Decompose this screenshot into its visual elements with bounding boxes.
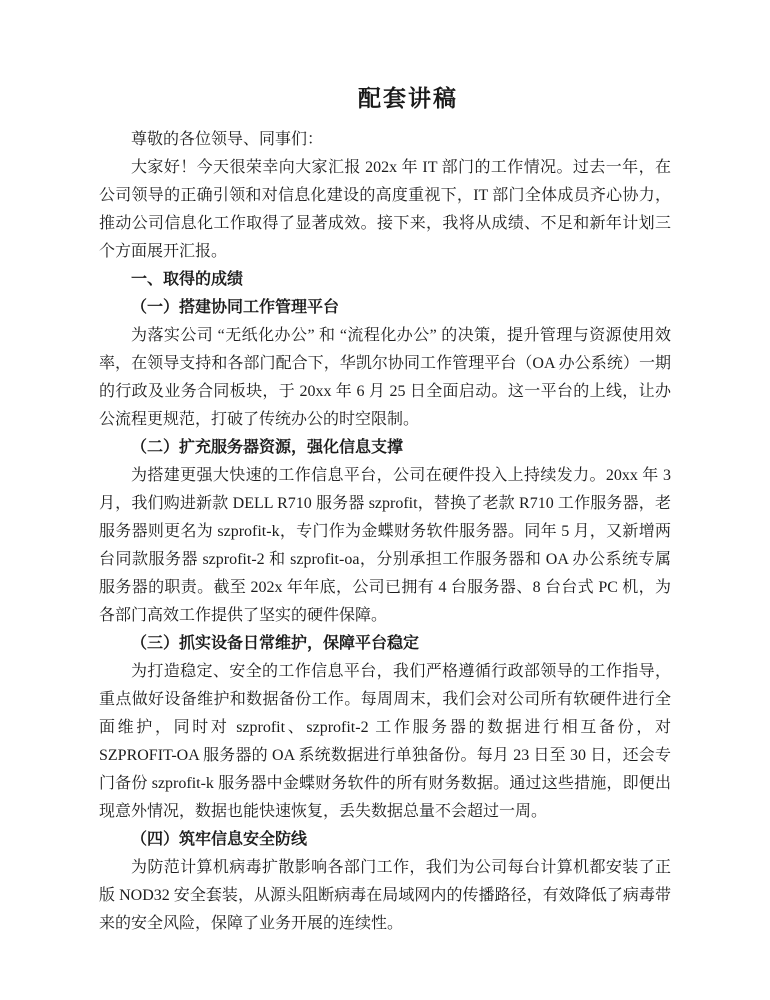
section-heading: （二）扩充服务器资源，强化信息支撑 xyxy=(131,439,404,456)
section-heading: （三）抓实设备日常维护，保障平台稳定 xyxy=(131,635,420,652)
body-paragraph: 大家好！今天很荣幸向大家汇报 202x 年 IT 部门的工作情况。过去一年，在公司领导的正确引领和对信息化建设的高度重视下，IT 部门全体成员齐心协力，推动公司信息化工作取得了显著成效。接下来，我将从成绩、不足和新年计划三个方面展开汇报。 xyxy=(99,159,671,260)
section-heading: （一）搭建协同工作管理平台 xyxy=(131,299,340,316)
document-body xyxy=(99,126,671,938)
body-paragraph: 为落实公司 “无纸化办公” 和 “流程化办公” 的决策，提升管理与资源使用效率，在领导支持和各部门配合下，华凯尔协同工作管理平台（OA 办公系统）一期的行政及业务合同板块，于 20xx 年 6 月 25 日全面启动。这一平台的上线，让办公流程更规范，打破了传统办公的时空限制。 xyxy=(99,327,671,428)
document-content xyxy=(99,84,671,938)
body-paragraph: 尊敬的各位领导、同事们： xyxy=(131,131,324,148)
document-title: 配套讲稿 xyxy=(358,86,458,111)
body-paragraph: 为打造稳定、安全的工作信息平台，我们严格遵循行政部领导的工作指导，重点做好设备维护和数据备份工作。每周周末，我们会对公司所有软硬件进行全面维护，同时对 szprofit、szprofit-2 工作服务器的数据进行相互备份，对 SZPROFIT-OA 服务器的 OA 系统数据进行单独备份。每月 23 日至 30 日，还会专门备份 szprofit-k 服务器中金蝶财务软件的所有财务数据。通过这些措施，即便出现意外情况，数据也能快速恢复，丢失数据总量不会超过一周。 xyxy=(99,663,671,820)
body-paragraph: 为防范计算机病毒扩散影响各部门工作，我们为公司每台计算机都安装了正版 NOD32 安全套装，从源头阻断病毒在局域网内的传播路径，有效降低了病毒带来的安全风险，保障了业务开展的连续性。 xyxy=(99,859,671,932)
body-paragraph: 为搭建更强大快速的工作信息平台，公司在硬件投入上持续发力。20xx 年 3 月，我们购进新款 DELL R710 服务器 szprofit，替换了老款 R710 工作服务器，老服务器则更名为 szprofit-k，专门作为金蝶财务软件服务器。同年 5 月，又新增两台同款服务器 szprofit-2 和 szprofit-oa，分别承担工作服务器和 OA 办公系统专属服务器的职责。截至 202x 年年底，公司已拥有 4 台服务器、8 台台式 PC 机，为各部门高效工作提供了坚实的硬件保障。 xyxy=(99,467,671,624)
section-heading: 一、取得的成绩 xyxy=(131,271,244,288)
section-heading: （四）筑牢信息安全防线 xyxy=(131,831,308,848)
